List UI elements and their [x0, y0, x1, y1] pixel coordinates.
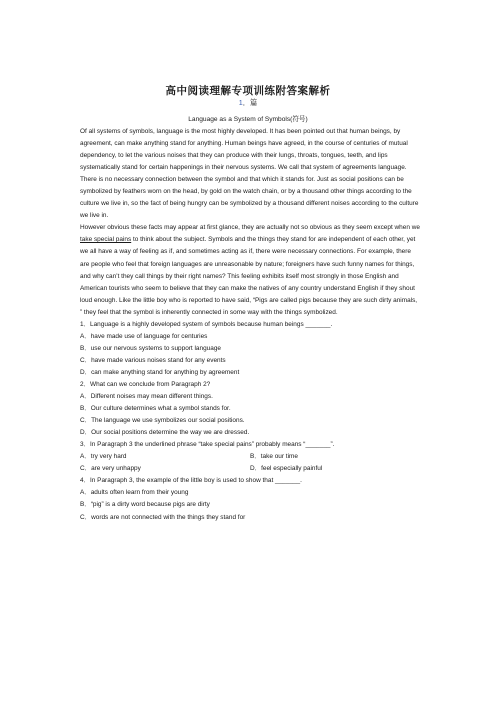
- option-a: A．Different noises may mean different things.: [80, 393, 213, 401]
- option-b: B．“pig” is a dirty word because pigs are dirty: [80, 501, 210, 509]
- section-number: 1: [238, 98, 243, 107]
- option-c: C．have made various noises stand for any events: [80, 356, 226, 364]
- paragraph-1: Of all systems of symbols, language is the most highly developed. It has been pointed out that human beings, by agreement, can make anything stand for anything. Human beings have agreed, in the course of centuries of mutual dependency, to let the various noises that they can produce with their lungs, throats, tongues, teeth, and lips systematically stand for certain happenings in their nervous systems. We call that system of agreements language.: [80, 128, 408, 172]
- option-d: D．feel especially painful: [250, 465, 323, 473]
- article-title: Language as a System of Symbols(符号): [188, 116, 308, 123]
- option-c: C．are very unhappy: [80, 465, 141, 473]
- question-4: [80, 475, 420, 523]
- option-row: [80, 451, 420, 463]
- option-c: C．words are not connected with the things they stand for: [80, 513, 246, 521]
- document-title: 高中阅读理解专项训练附答案解析: [165, 85, 331, 97]
- question-2: [80, 379, 420, 439]
- question-stem: 4．In Paragraph 3, the example of the little boy is used to show that _______.: [80, 477, 302, 485]
- section-heading: 1．篇: [238, 98, 258, 107]
- option-a: A．adults often learn from their young: [80, 489, 189, 497]
- question-stem: 2．What can we conclude from Paragraph 2?: [80, 380, 211, 388]
- option-b: B．take our time: [250, 453, 298, 461]
- option-c: C．The language we use symbolizes our social positions.: [80, 417, 245, 425]
- document-body: [80, 126, 420, 524]
- question-stem: 1．Language is a highly developed system of symbols because human beings _______.: [80, 320, 333, 328]
- option-a: A．try very hard: [80, 453, 127, 461]
- option-b: B．use our nervous systems to support language: [80, 344, 221, 352]
- paragraph-3: [80, 222, 420, 318]
- option-d: D．Our social positions determine the way we are dressed.: [80, 429, 250, 437]
- paragraph-2: There is no necessary connection between the symbol and that which it stands for. Just as social positions can be symbolized by feathers worn on the head, by gold on the watch chain, or by a thousand other things according to the culture we live in, so the fact of being hungry can be symbolized by a thousand different noises according to the culture we live in.: [80, 176, 419, 220]
- question-1: [80, 319, 420, 379]
- section-label: 篇: [250, 98, 258, 107]
- option-row: [80, 463, 420, 475]
- option-b: B．Our culture determines what a symbol stands for.: [80, 405, 231, 413]
- underlined-phrase: take special pains: [80, 236, 132, 244]
- question-stem: 3．In Paragraph 3 the underlined phrase “take special pains” probably means “_______”.: [80, 441, 335, 449]
- option-d: D．can make anything stand for anything by agreement: [80, 368, 240, 376]
- option-a: A．have made use of language for centuries: [80, 332, 208, 340]
- question-3: [80, 439, 420, 475]
- paragraph-3-start: However obvious these facts may appear at first glance, they are actually not so obvious as they seem except when we: [80, 224, 420, 232]
- paragraph-3-end: to think about the subject. Symbols and the things they stand for are independent of each other, yet we all have a way of feeling as if, and sometimes acting as if, there were necessary connections. For example, there are people who feel that foreign languages are unreasonable by nature; foreigners have such funny names for things, and why can’t they call things by their right names? This feeling exhibits itself most strongly in those English and American tourists who seem to believe that they can make the natives of any country understand English if they shout loud enough. Like the little boy who is reported to have said, “Pigs are called pigs because they are such dirty animals, ” they feel that the symbol is inherently connected in some way with the things symbolized.: [80, 236, 418, 316]
